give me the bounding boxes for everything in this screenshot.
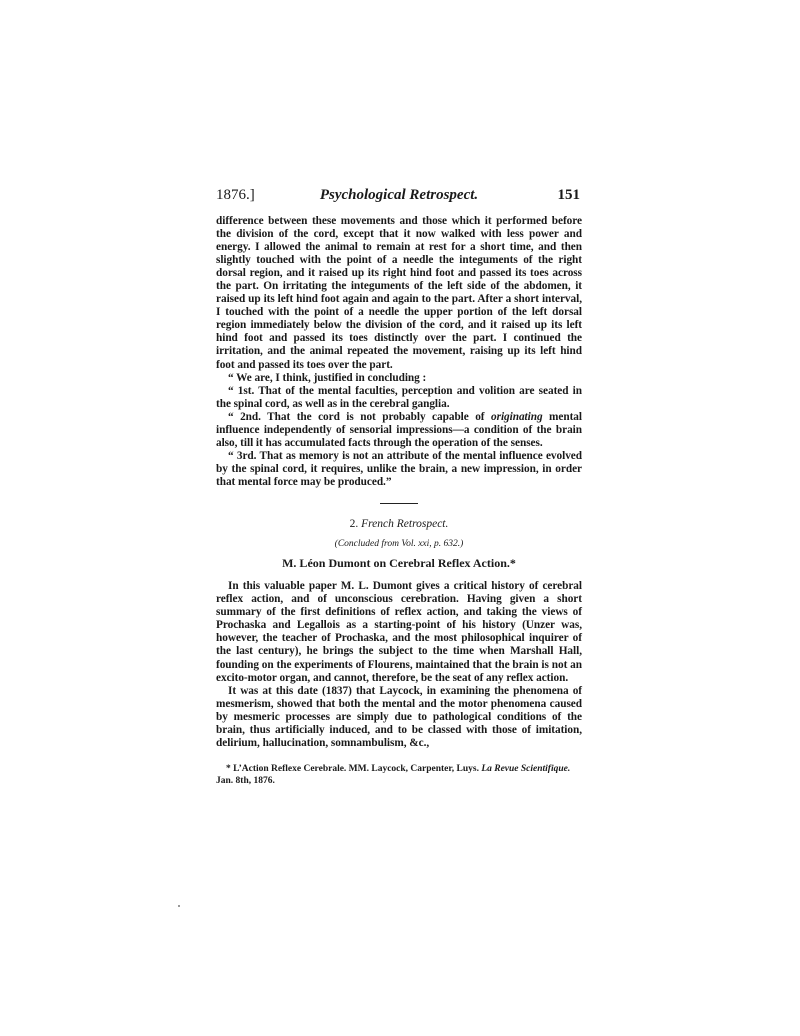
section-number: 2. [349, 517, 359, 530]
footnote-journal: La Revue Scientifique. [481, 764, 571, 775]
running-header [216, 187, 582, 209]
section-divider [380, 503, 418, 504]
quote-second-emphasis: originating [491, 410, 543, 423]
header-title: Psychological Retrospect. [319, 187, 479, 203]
article-body [216, 580, 582, 750]
article-paragraph-2: It was at this date (1837) that Laycock, in examining the phenomena of mesmerism, showed that both the mental and the motor phenomena caused by mesmeric processes are simply due to pathological conditions of the brain, thus artificially induced, and to be classed with those of imitation, delirium, hallucination, somnambulism, &c., [216, 684, 582, 750]
footnote-text: * L’Action Reflexe Cerebrale. MM. Laycock, Carpenter, Luys. [226, 764, 482, 775]
quote-paragraph-third: “ 3rd. That as memory is not an attribute of the mental influence evolved by the spinal cord, it requires, unlike the brain, a new impression, in order that mental force may be produced.” [216, 449, 582, 488]
section-title: French Retrospect. [361, 517, 449, 530]
article-paragraph-1: In this valuable paper M. L. Dumont gives a critical history of cerebral reflex action, and of unconscious cerebration. Having given a short summary of the first definitions of reflex action, and taking the views of Prochaska and Legallois as a starting-point of his history (Unzer was, however, the teacher of Prochaska, and the most philosophical inquirer of the last century), he brings the subject to the time when Marshall Hall, founding on the experiments of Flourens, maintained that the brain is not an excito-motor organ, and cannot, therefore, be the seat of any reflex action. [216, 579, 582, 684]
footnote [216, 763, 582, 787]
continued-paragraph: difference between these movements and those which it performed before the division of the cord, except that it now walked with less power and energy. I allowed the animal to remain at rest for a short time, and then slightly touched with the point of a needle the integuments of the right dorsal region, and it raised up its right hind foot and passed its toes across the part. On irritating the integuments of the left side of the abdomen, it raised up its left hind foot again and again to the part. After a short interval, I touched with the point of a needle the upper portion of the left dorsal region immediately below the division of the cord, and it raised up its left hind foot and passed its toes distinctly over the part. I continued the irritation, and the animal repeated the movement, raising up its left hind foot and passed its toes over the part. [216, 215, 582, 371]
article-title: M. Léon Dumont on Cerebral Reflex Action.* [282, 555, 516, 570]
section-heading [216, 518, 582, 530]
scan-speck [178, 905, 180, 907]
quote-second-part-b: mental influence independently of sensorial impressions—a condition of the brain also, till it has accumulated facts through the operation of the senses. [216, 410, 582, 449]
book-page [216, 187, 582, 787]
quote-paragraph-intro: “ We are, I think, justified in concluding : [228, 371, 427, 384]
quote-paragraph-second [216, 411, 582, 450]
page-number: 151 [557, 187, 580, 203]
header-year: 1876.] [216, 187, 255, 203]
concluded-note: (Concluded from Vol. xxi, p. 632.) [334, 538, 464, 549]
quote-second-part-a: “ 2nd. That the cord is not probably capable of [228, 410, 491, 423]
footnote-date: Jan. 8th, 1876. [216, 776, 275, 787]
quote-paragraph-first: “ 1st. That of the mental faculties, perception and volition are seated in the spinal cord, as well as in the cerebral ganglia. [216, 384, 582, 410]
